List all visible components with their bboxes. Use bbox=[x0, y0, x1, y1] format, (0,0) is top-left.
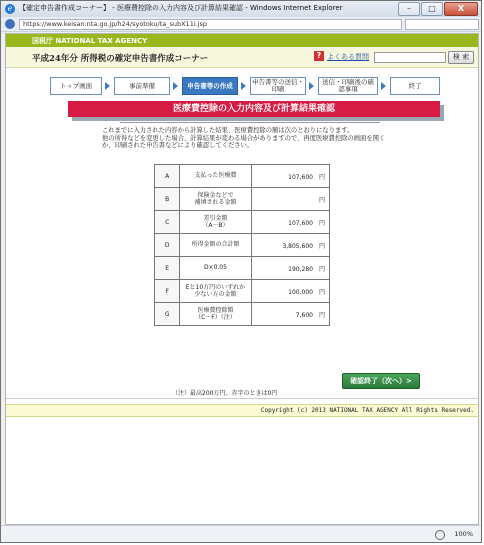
table-row bbox=[155, 280, 330, 303]
divider bbox=[120, 122, 380, 123]
row-value: 107,600 bbox=[288, 219, 313, 227]
page-header bbox=[6, 47, 478, 68]
row-value: 3,805,600 bbox=[282, 242, 313, 250]
table-row bbox=[155, 234, 330, 257]
row-unit: 円 bbox=[318, 242, 325, 250]
row-unit: 円 bbox=[318, 311, 325, 319]
row-value-cell bbox=[251, 303, 329, 326]
row-key: A bbox=[155, 165, 180, 188]
title-bar bbox=[1, 1, 481, 18]
row-label: Eと10万円のいずれか 少ない方の金額 bbox=[180, 280, 251, 303]
description-line: これまでに入力された内容から計算した結果、医療費控除の額は次のとおりになります。 bbox=[102, 127, 354, 134]
row-label: 医療費控除額 （C－F）（注） bbox=[180, 303, 251, 326]
row-value: 7,600 bbox=[295, 311, 313, 319]
row-unit: 円 bbox=[318, 265, 325, 273]
page-footer bbox=[6, 404, 478, 417]
table-row bbox=[155, 257, 330, 280]
faq-icon[interactable]: ? bbox=[314, 51, 324, 61]
row-unit: 円 bbox=[318, 196, 325, 204]
table-row bbox=[155, 165, 330, 188]
page-content bbox=[5, 33, 479, 525]
row-label: 差引金額 （A－B） bbox=[180, 211, 251, 234]
agency-logo[interactable]: 国税庁 NATIONAL TAX AGENCY bbox=[32, 37, 148, 45]
section-title: 医療費控除の入力内容及び計算結果確認 bbox=[68, 101, 440, 117]
url-input[interactable]: https://www.keisan.nta.go.jp/h24/syotoku/ta_subX11i.jsp bbox=[19, 19, 402, 30]
row-value-cell bbox=[251, 257, 329, 280]
site-search-input[interactable] bbox=[374, 52, 446, 63]
calculation-table bbox=[154, 164, 330, 326]
window-title: 【確定申告書作成コーナー】 - 医療費控除の入力内容及び計算結果確認 - Windows Internet Explorer bbox=[19, 4, 343, 12]
row-unit: 円 bbox=[318, 219, 325, 227]
row-key: F bbox=[155, 280, 180, 303]
row-label: D×0.05 bbox=[180, 257, 251, 280]
faq-link[interactable]: よくある質問 bbox=[327, 53, 369, 61]
page-title: 平成24年分 所得税の確定申告書作成コーナー bbox=[32, 54, 209, 64]
row-value: 190,280 bbox=[288, 265, 313, 273]
description-line: 他の所得などを変更した場合、計算結果が変わる場合がありますので、再度医療費控除の画面を開く bbox=[102, 134, 386, 142]
row-label: 保険金などで 補填される金額 bbox=[180, 188, 251, 211]
back-button-icon[interactable] bbox=[5, 19, 15, 29]
progress-steps bbox=[50, 77, 440, 97]
description bbox=[102, 127, 402, 150]
divider bbox=[6, 398, 478, 399]
row-key: D bbox=[155, 234, 180, 257]
step-arrow-icon bbox=[381, 82, 386, 90]
row-value-cell bbox=[251, 211, 329, 234]
row-label: 支払った医療費 bbox=[180, 165, 251, 188]
step-arrow-icon bbox=[105, 82, 110, 90]
copyright: Copyright (c) 2013 NATIONAL TAX AGENCY All Rights Reserved. bbox=[260, 407, 474, 414]
step-top: トップ画面 bbox=[50, 77, 102, 95]
note: （注）最高200万円、赤字のときは0円 bbox=[172, 390, 278, 397]
step-end: 終了 bbox=[390, 77, 440, 95]
status-bar bbox=[1, 525, 481, 543]
minimize-button[interactable]: – bbox=[398, 2, 420, 16]
window-controls bbox=[397, 2, 478, 15]
description-line: か、印刷された申告書などにより確認してください。 bbox=[102, 142, 254, 150]
step-after-check: 送信・印刷後の確認事項 bbox=[318, 77, 378, 95]
row-value: 107,600 bbox=[288, 173, 313, 181]
agency-bar bbox=[6, 34, 478, 47]
address-bar bbox=[1, 17, 481, 32]
step-arrow-icon bbox=[309, 82, 314, 90]
row-key: B bbox=[155, 188, 180, 211]
ie-logo-icon: e bbox=[5, 4, 15, 14]
step-send-print: 申告書等の送信・印刷 bbox=[252, 78, 304, 93]
row-key: E bbox=[155, 257, 180, 280]
table-row bbox=[155, 188, 330, 211]
row-key: C bbox=[155, 211, 180, 234]
maximize-button[interactable]: □ bbox=[421, 2, 443, 16]
confirm-next-button[interactable]: 確認終了（次へ）> bbox=[342, 373, 420, 389]
browser-search-input[interactable] bbox=[405, 19, 479, 30]
row-key: G bbox=[155, 303, 180, 326]
step-arrow-icon bbox=[173, 82, 178, 90]
row-value-cell bbox=[251, 280, 329, 303]
step-arrow-icon bbox=[241, 82, 246, 90]
table-row bbox=[155, 303, 330, 326]
row-value: 100,000 bbox=[288, 288, 313, 296]
table-row bbox=[155, 211, 330, 234]
close-button[interactable]: X bbox=[444, 2, 478, 16]
step-create: 申告書等の作成 bbox=[182, 77, 238, 95]
step-preparation: 事前準備 bbox=[114, 77, 170, 95]
row-unit: 円 bbox=[318, 288, 325, 296]
zoom-level[interactable]: 100% bbox=[454, 530, 473, 538]
row-unit: 円 bbox=[318, 173, 325, 181]
row-value-cell bbox=[251, 188, 329, 211]
zoom-icon[interactable] bbox=[435, 530, 445, 540]
search-button[interactable]: 検 索 bbox=[448, 51, 474, 64]
row-value-cell bbox=[251, 234, 329, 257]
row-value-cell bbox=[251, 165, 329, 188]
row-label: 所得金額の合計額 bbox=[180, 234, 251, 257]
